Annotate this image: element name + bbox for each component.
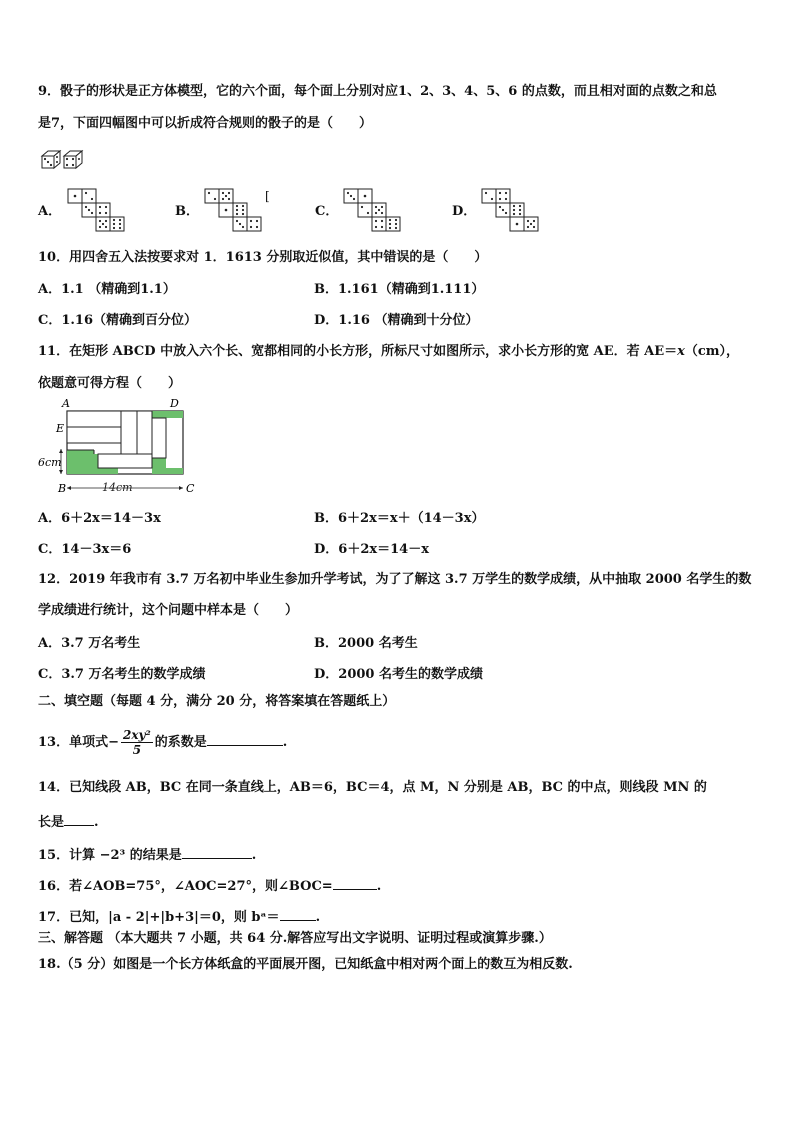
q16-answer-blank[interactable] bbox=[333, 876, 377, 890]
dice-net-b bbox=[204, 188, 262, 232]
q10-option-b[interactable]: B．1.161（精确到1.111） bbox=[314, 282, 485, 297]
q12-option-a[interactable]: A．3.7 万名考生 bbox=[38, 636, 141, 651]
q9-option-c[interactable]: C． bbox=[315, 204, 339, 219]
q18-stem: 18.（5 分）如图是一个长方体纸盒的平面展开图，已知纸盒中相对两个面上的数互为相反数. bbox=[38, 957, 573, 972]
q14-line2 bbox=[38, 812, 99, 831]
q13 bbox=[38, 728, 287, 758]
q12-line2: 学成绩进行统计，这个问题中样本是（ ） bbox=[38, 603, 299, 618]
q16-end: . bbox=[376, 879, 382, 894]
q11-line1-text: 11．在矩形 ABCD 中放入六个长、宽都相同的小长方形，所标尺寸如图所示，求小长方形的宽 AE．若 AE＝ bbox=[38, 344, 678, 359]
q11-option-d[interactable]: D．6＋2x＝14－x bbox=[314, 542, 429, 557]
q17-end: . bbox=[315, 910, 321, 925]
label-b: B bbox=[58, 482, 67, 495]
dice-net-a bbox=[67, 188, 125, 232]
shaded-region-top-right bbox=[152, 411, 183, 418]
q12-option-b[interactable]: B．2000 名考生 bbox=[314, 636, 418, 651]
q12-option-c[interactable]: C．3.7 万名考生的数学成绩 bbox=[38, 667, 206, 682]
q9-option-b[interactable]: B． bbox=[175, 204, 199, 219]
q10-option-d[interactable]: D．1.16 （精确到十分位） bbox=[314, 313, 479, 328]
q13-numerator: 2xy² bbox=[123, 728, 151, 742]
dice-net-c bbox=[343, 188, 401, 232]
label-d: D bbox=[170, 397, 179, 410]
q13-pre: 13．单项式 bbox=[38, 735, 109, 750]
q17 bbox=[38, 907, 320, 926]
q16-pre: 16．若∠AOB=75°，∠AOC=27°，则∠BOC= bbox=[38, 879, 333, 894]
q12-option-d[interactable]: D．2000 名考生的数学成绩 bbox=[314, 667, 483, 682]
q9-line2: 是7，下面四幅图中可以折成符合规则的骰子的是（ ） bbox=[38, 116, 373, 131]
label-e: E bbox=[56, 422, 65, 435]
q13-end: . bbox=[282, 735, 288, 750]
q9-option-d[interactable]: D． bbox=[452, 204, 477, 219]
section-2-heading: 二、填空题（每题 4 分，满分 20 分，将答案填在答题纸上） bbox=[38, 694, 396, 709]
q10-option-c[interactable]: C．1.16（精确到百分位） bbox=[38, 313, 198, 328]
q15 bbox=[38, 845, 256, 864]
q9-option-a[interactable]: A． bbox=[38, 204, 62, 219]
q11-line1 bbox=[38, 344, 739, 360]
q13-denominator: 5 bbox=[132, 743, 142, 757]
q17-pre: 17．已知，|a - 2|+|b+3|＝0，则 bᵃ＝ bbox=[38, 910, 280, 925]
q13-sign: − bbox=[108, 735, 119, 750]
q12-line1: 12．2019 年我市有 3.7 万名初中毕业生参加升学考试，为了了解这 3.7 万学生的数学成绩，从中抽取 2000 名学生的数 bbox=[38, 572, 752, 587]
q14-line2-end: . bbox=[94, 815, 99, 830]
q10-stem: 10．用四舍五入法按要求对 1．1613 分别取近似值，其中错误的是（ ） bbox=[38, 250, 488, 265]
q11-line1-end: （cm）， bbox=[684, 344, 740, 359]
q13-post: 的系数是 bbox=[154, 735, 207, 750]
q15-answer-blank[interactable] bbox=[182, 845, 252, 859]
q11-option-c[interactable]: C．14－3x＝6 bbox=[38, 542, 132, 557]
q13-fraction bbox=[121, 728, 153, 757]
q14-answer-blank[interactable] bbox=[64, 812, 94, 826]
dice-net-d bbox=[481, 188, 539, 232]
q15-pre: 15．计算 −2³ 的结果是 bbox=[38, 848, 182, 863]
q16 bbox=[38, 876, 381, 895]
q10-option-a[interactable]: A．1.1 （精确到1.1） bbox=[38, 282, 176, 297]
section-3-heading: 三、解答题 （本大题共 7 小题，共 64 分.解答应写出文字说明、证明过程或演算步骤.） bbox=[38, 931, 552, 946]
stray-bracket-mark: [ bbox=[265, 189, 270, 203]
dice-icon bbox=[40, 148, 84, 170]
q9-line1: 9．骰子的形状是正方体模型，它的六个面，每个面上分别对应1、2、3、4、5、6 的点数，而且相对面的点数之和总 bbox=[38, 84, 717, 99]
q11-line1-var: x bbox=[677, 344, 685, 359]
q11-line2: 依题意可得方程（ ） bbox=[38, 376, 182, 391]
label-c: C bbox=[186, 482, 195, 495]
label-6cm: 6cm bbox=[38, 456, 62, 469]
q11-option-b[interactable]: B．6＋2x＝x＋（14－3x） bbox=[314, 511, 485, 526]
rectangle-figure bbox=[36, 396, 196, 498]
label-14cm: 14cm bbox=[102, 481, 133, 494]
q15-end: . bbox=[251, 848, 257, 863]
label-a: A bbox=[62, 397, 70, 410]
q14-line1: 14．已知线段 AB，BC 在同一条直线上，AB＝6，BC＝4，点 M，N 分别是 AB，BC 的中点，则线段 MN 的 bbox=[38, 780, 707, 795]
q14-line2-pre: 长是 bbox=[38, 815, 65, 830]
q17-answer-blank[interactable] bbox=[280, 907, 316, 921]
q11-option-a[interactable]: A．6＋2x＝14－3x bbox=[38, 511, 161, 526]
q13-answer-blank[interactable] bbox=[207, 732, 283, 746]
